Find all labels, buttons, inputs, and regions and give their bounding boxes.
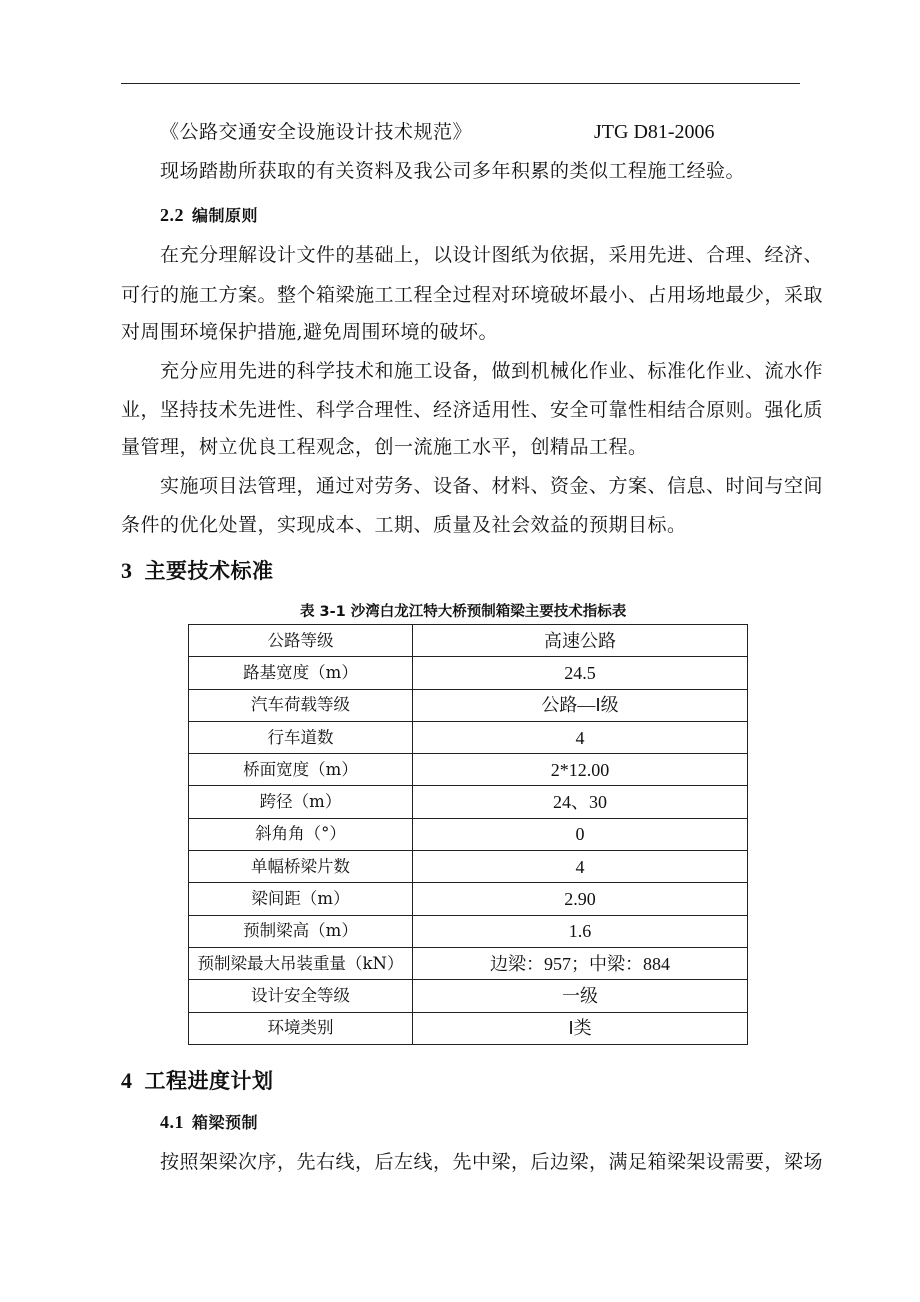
table-cell-value: 2.90 [413, 883, 748, 915]
table-cell-value: 0 [413, 818, 748, 850]
table-cell-label: 公路等级 [189, 625, 413, 657]
header-rule [121, 83, 800, 84]
table-cell-label: 行车道数 [189, 721, 413, 753]
table-row [189, 818, 748, 850]
table-cell-label: 环境类别 [189, 1012, 413, 1044]
table-row [189, 786, 748, 818]
principle-2-line-2: 业，坚持技术先进性、科学合理性、经济适用性、安全可靠性相结合原则。强化质 [121, 399, 824, 421]
table-cell-label: 预制梁最大吊装重量（kN） [189, 947, 413, 979]
table-row [189, 980, 748, 1012]
reference-code: JTG D81-2006 [594, 121, 715, 143]
table-cell-label: 预制梁高（m） [189, 915, 413, 947]
tech-standards-table [188, 624, 748, 1045]
table-cell-label: 设计安全等级 [189, 980, 413, 1012]
table-row [189, 625, 748, 657]
section-number: 3 [121, 558, 133, 583]
table-cell-value: 2*12.00 [413, 754, 748, 786]
table-cell-label: 单幅桥梁片数 [189, 851, 413, 883]
table-cell-label: 桥面宽度（m） [189, 754, 413, 786]
table-row [189, 689, 748, 721]
principle-2-line-3: 量管理，树立优良工程观念，创一流施工水平，创精品工程。 [121, 436, 648, 458]
section-3-heading [121, 557, 274, 585]
section-4-1-text: 按照架梁次序，先右线，后左线，先中梁，后边梁，满足箱梁架设需要，梁场 [160, 1151, 824, 1173]
table-cell-value: 一级 [413, 980, 748, 1012]
reference-title: 《公路交通安全设施设计技术规范》 [160, 121, 473, 143]
table-row [189, 657, 748, 689]
section-title: 主要技术标准 [144, 559, 274, 583]
table-caption: 表 3-1 沙湾白龙江特大桥预制箱梁主要技术指标表 [300, 604, 627, 620]
table-row [189, 915, 748, 947]
principle-1-line-2: 可行的施工方案。整个箱梁施工工程全过程对环境破坏最小、占用场地最少，采取 [121, 284, 824, 306]
table-cell-value: Ⅰ类 [413, 1012, 748, 1044]
reference-line-2: 现场踏勘所获取的有关资料及我公司多年积累的类似工程施工经验。 [160, 160, 746, 182]
table-cell-value: 1.6 [413, 915, 748, 947]
table-cell-value: 4 [413, 851, 748, 883]
table-row [189, 883, 748, 915]
section-number: 4 [121, 1068, 133, 1093]
table-cell-label: 斜角角（°） [189, 818, 413, 850]
section-2-2-heading [160, 203, 258, 228]
principle-1-line-3: 对周围环境保护措施,避免周围环境的破坏。 [121, 321, 499, 343]
principle-3-line-2: 条件的优化处置，实现成本、工期、质量及社会效益的预期目标。 [121, 514, 687, 536]
section-number: 4.1 [160, 1112, 184, 1132]
section-title: 编制原则 [192, 206, 259, 225]
table-cell-value: 公路—Ⅰ级 [413, 689, 748, 721]
table-cell-label: 梁间距（m） [189, 883, 413, 915]
table-row [189, 721, 748, 753]
principle-3-line-1: 实施项目法管理，通过对劳务、设备、材料、资金、方案、信息、时间与空间 [160, 475, 824, 497]
table-cell-label: 汽车荷载等级 [189, 689, 413, 721]
table-cell-label: 跨径（m） [189, 786, 413, 818]
table-cell-value: 边梁：957；中梁：884 [413, 947, 748, 979]
section-title: 工程进度计划 [144, 1069, 274, 1093]
section-title: 箱梁预制 [192, 1113, 259, 1132]
section-number: 2.2 [160, 205, 184, 225]
table-cell-label: 路基宽度（m） [189, 657, 413, 689]
section-4-heading [121, 1067, 274, 1095]
table-row [189, 754, 748, 786]
principle-1-line-1: 在充分理解设计文件的基础上，以设计图纸为依据，采用先进、合理、经济、 [160, 244, 824, 266]
table-cell-value: 高速公路 [413, 625, 748, 657]
table-cell-value: 4 [413, 721, 748, 753]
table-row [189, 1012, 748, 1044]
table-cell-value: 24.5 [413, 657, 748, 689]
table-row [189, 851, 748, 883]
section-4-1-heading [160, 1110, 258, 1135]
table-cell-value: 24、30 [413, 786, 748, 818]
table-row [189, 947, 748, 979]
principle-2-line-1: 充分应用先进的科学技术和施工设备，做到机械化作业、标准化作业、流水作 [160, 360, 824, 382]
